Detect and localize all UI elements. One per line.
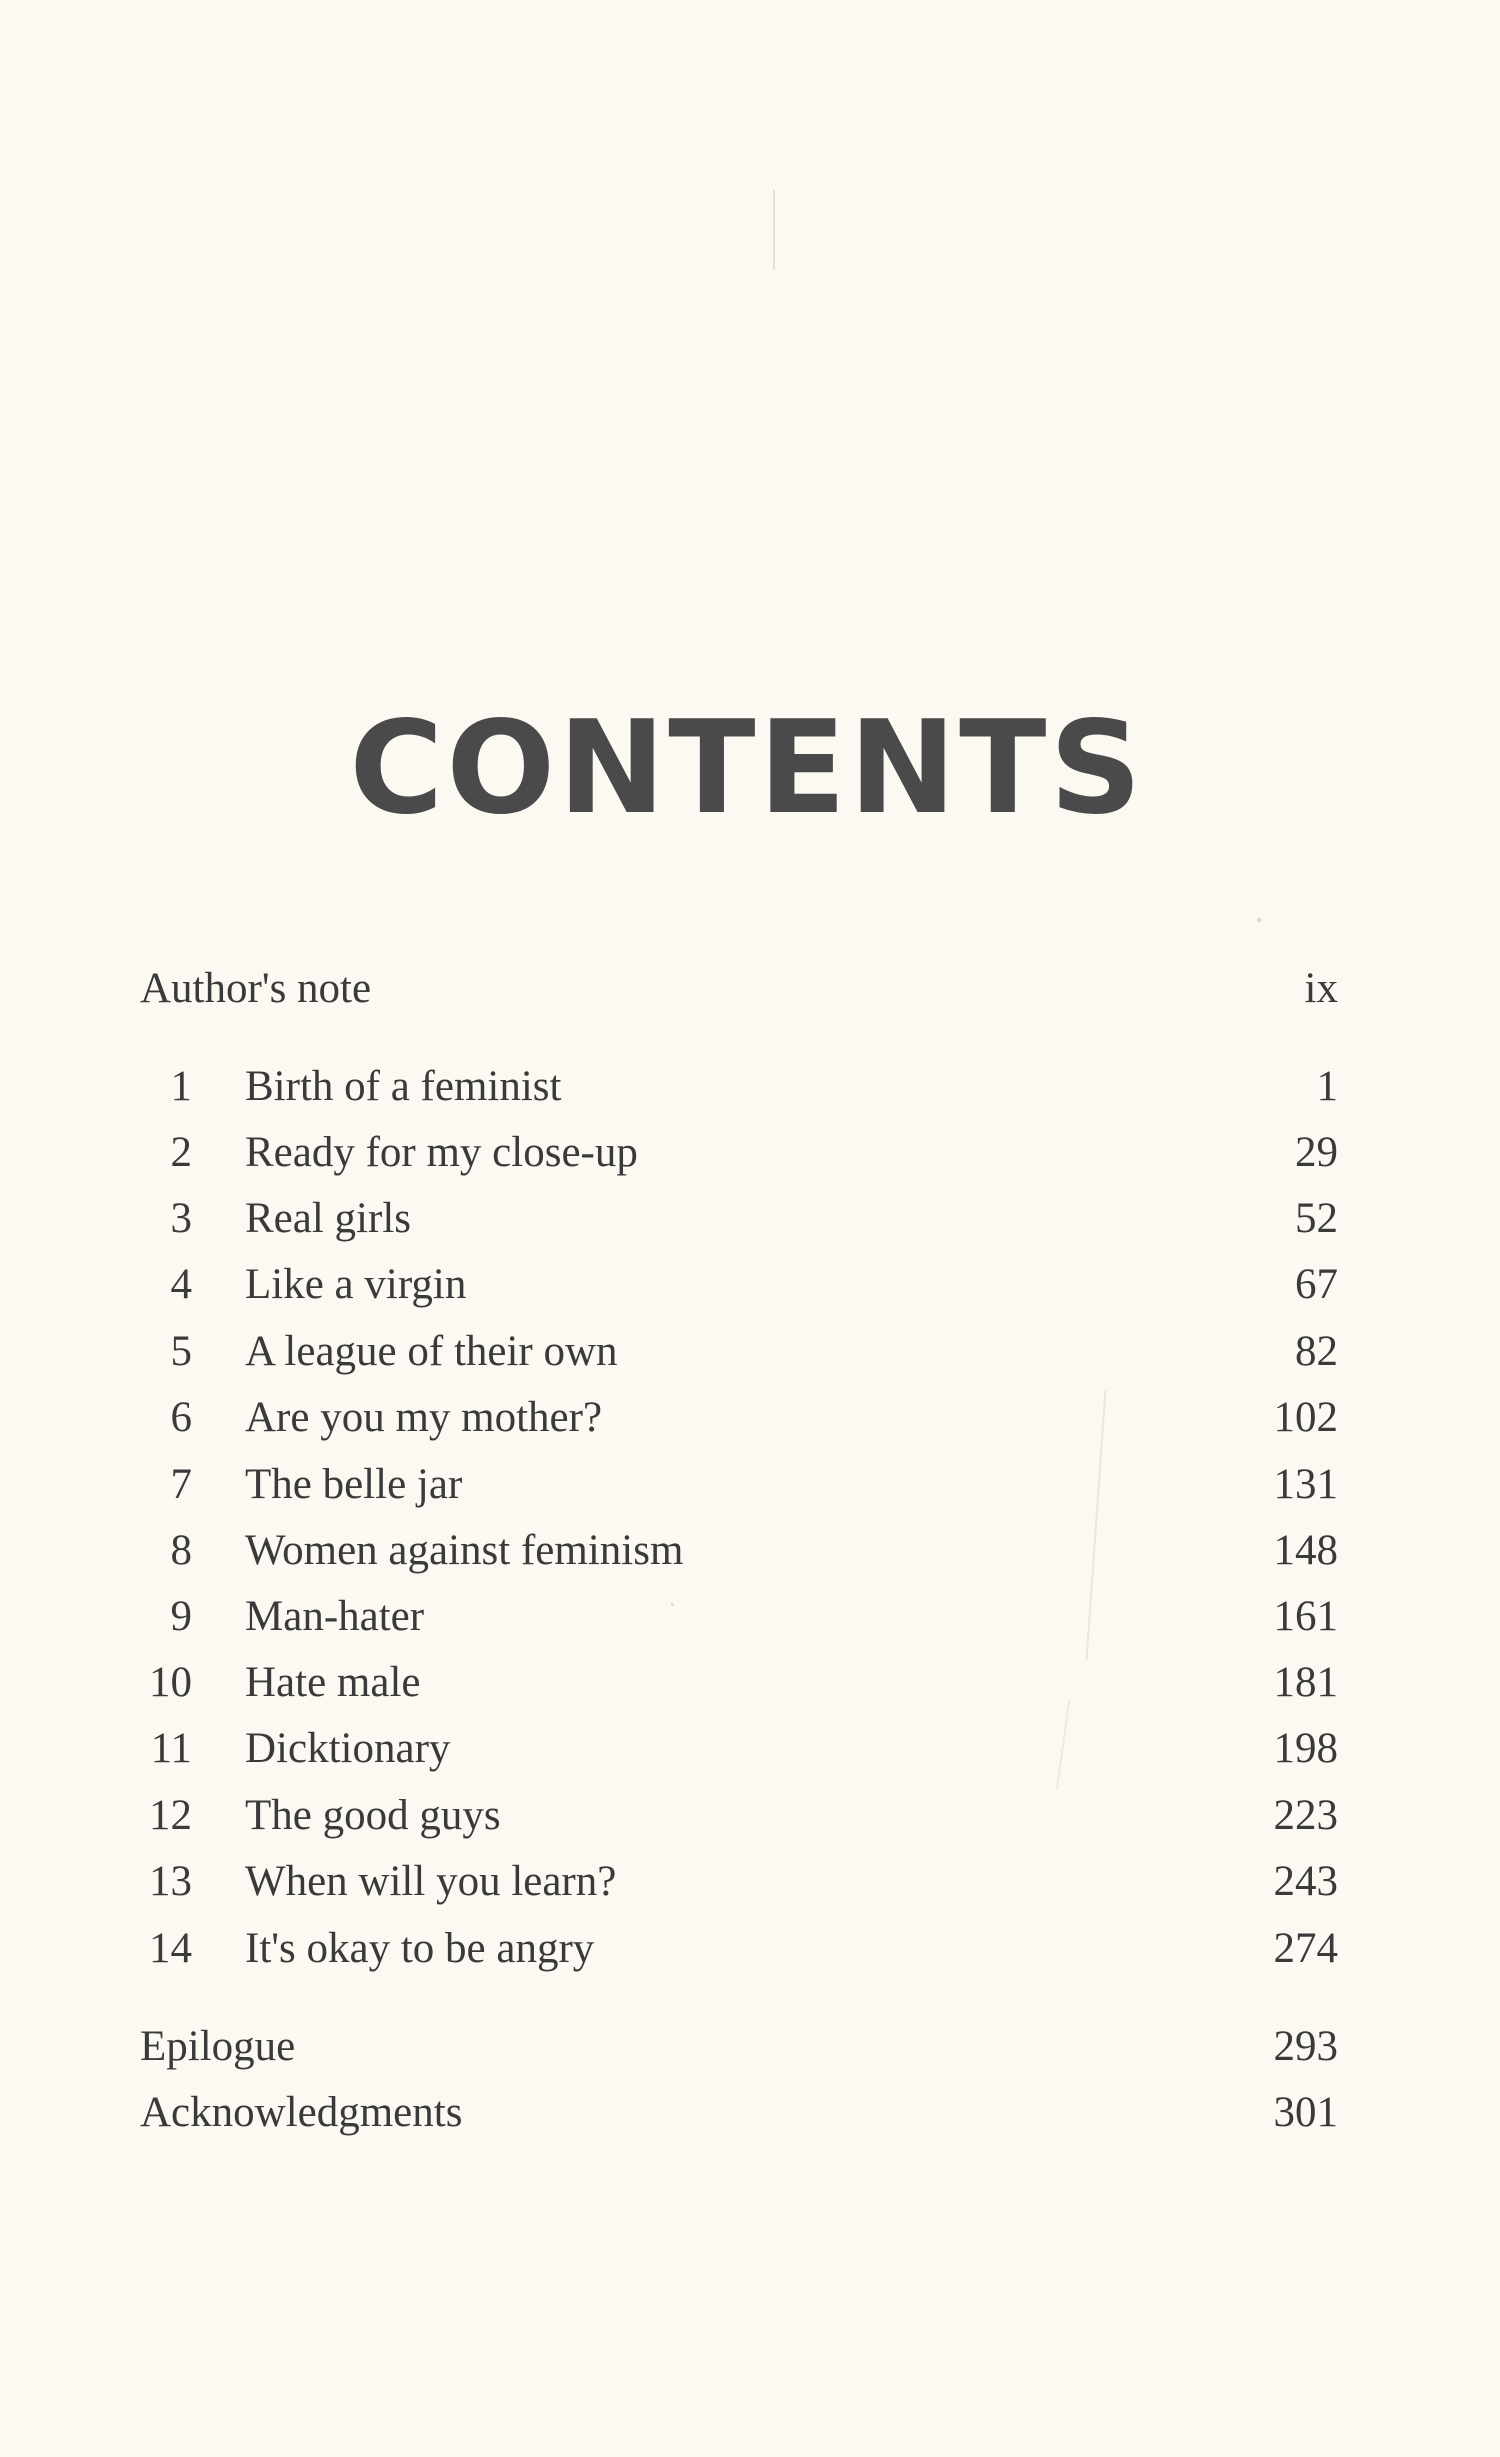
chapter-number: 14 xyxy=(149,1925,192,1972)
chapter-title: Birth of a feminist xyxy=(245,1063,562,1110)
chapter-number: 13 xyxy=(149,1858,192,1905)
chapter-page: 181 xyxy=(1273,1659,1338,1706)
toc-chapter-row[interactable] xyxy=(140,1653,1338,1713)
chapter-page: 243 xyxy=(1273,1858,1338,1905)
chapter-number: 6 xyxy=(170,1394,192,1441)
toc-chapter-row[interactable] xyxy=(140,1057,1338,1117)
chapter-number: 8 xyxy=(170,1527,192,1574)
paper-mark xyxy=(1257,918,1261,922)
chapter-title: Like a virgin xyxy=(245,1261,467,1308)
chapter-title: Man-hater xyxy=(245,1593,425,1640)
toc-chapter-row[interactable] xyxy=(140,1719,1338,1779)
chapter-page: 148 xyxy=(1273,1527,1338,1574)
chapter-number: 4 xyxy=(170,1261,192,1308)
toc-chapter-row[interactable] xyxy=(140,1255,1338,1315)
chapter-number: 11 xyxy=(150,1725,192,1772)
chapter-page: 52 xyxy=(1295,1195,1338,1242)
toc-entry-label: Author's note xyxy=(140,965,372,1012)
toc-entry-acknowledgments[interactable] xyxy=(140,2083,1338,2143)
chapter-title: Dicktionary xyxy=(245,1725,451,1772)
chapter-title: When will you learn? xyxy=(245,1858,617,1905)
chapter-title: Real girls xyxy=(245,1195,411,1242)
toc-entry-label: Acknowledgments xyxy=(140,2089,463,2136)
toc-chapter-row[interactable] xyxy=(140,1521,1338,1581)
page-title: CONTENTS xyxy=(349,693,1145,843)
chapter-title: Ready for my close-up xyxy=(245,1129,638,1176)
chapter-title: It's okay to be angry xyxy=(245,1925,595,1972)
chapter-title: The belle jar xyxy=(245,1461,463,1508)
chapter-number: 2 xyxy=(170,1129,192,1176)
chapter-page: 67 xyxy=(1295,1261,1338,1308)
toc-entry-label: Epilogue xyxy=(140,2023,296,2070)
chapter-page: 131 xyxy=(1273,1461,1338,1508)
toc-entry-epilogue[interactable] xyxy=(140,2017,1338,2077)
chapter-number: 7 xyxy=(170,1461,192,1508)
chapter-number: 1 xyxy=(170,1063,192,1110)
chapter-page: 1 xyxy=(1316,1063,1338,1110)
toc-chapter-row[interactable] xyxy=(140,1852,1338,1912)
chapter-title: The good guys xyxy=(245,1792,501,1839)
chapter-title: Hate male xyxy=(245,1659,421,1706)
toc-chapter-row[interactable] xyxy=(140,1189,1338,1249)
chapter-number: 5 xyxy=(170,1328,192,1375)
chapter-page: 29 xyxy=(1295,1129,1338,1176)
chapter-page: 161 xyxy=(1273,1593,1338,1640)
toc-chapter-row[interactable] xyxy=(140,1388,1338,1448)
chapter-number: 10 xyxy=(149,1659,192,1706)
toc-chapter-row[interactable] xyxy=(140,1786,1338,1846)
toc-entry-page: ix xyxy=(1304,965,1338,1012)
chapter-title: Are you my mother? xyxy=(245,1394,603,1441)
toc-chapter-row[interactable] xyxy=(140,1919,1338,1979)
chapter-page: 82 xyxy=(1295,1328,1338,1375)
chapter-page: 198 xyxy=(1273,1725,1338,1772)
chapter-page: 223 xyxy=(1273,1792,1338,1839)
chapter-title: A league of their own xyxy=(245,1328,618,1375)
toc-chapter-row[interactable] xyxy=(140,1322,1338,1382)
toc-entry-page: 301 xyxy=(1273,2089,1338,2136)
toc-chapter-row[interactable] xyxy=(140,1455,1338,1515)
chapter-number: 3 xyxy=(170,1195,192,1242)
paper-mark xyxy=(773,190,775,270)
toc-chapter-row[interactable] xyxy=(140,1123,1338,1183)
toc-entry-page: 293 xyxy=(1273,2023,1338,2070)
chapter-page: 274 xyxy=(1273,1925,1338,1972)
chapter-number: 12 xyxy=(149,1792,192,1839)
chapter-number: 9 xyxy=(170,1593,192,1640)
toc-entry-authors-note[interactable] xyxy=(140,959,1338,1019)
toc-chapter-row[interactable] xyxy=(140,1587,1338,1647)
chapter-page: 102 xyxy=(1273,1394,1338,1441)
chapter-title: Women against feminism xyxy=(245,1527,684,1574)
